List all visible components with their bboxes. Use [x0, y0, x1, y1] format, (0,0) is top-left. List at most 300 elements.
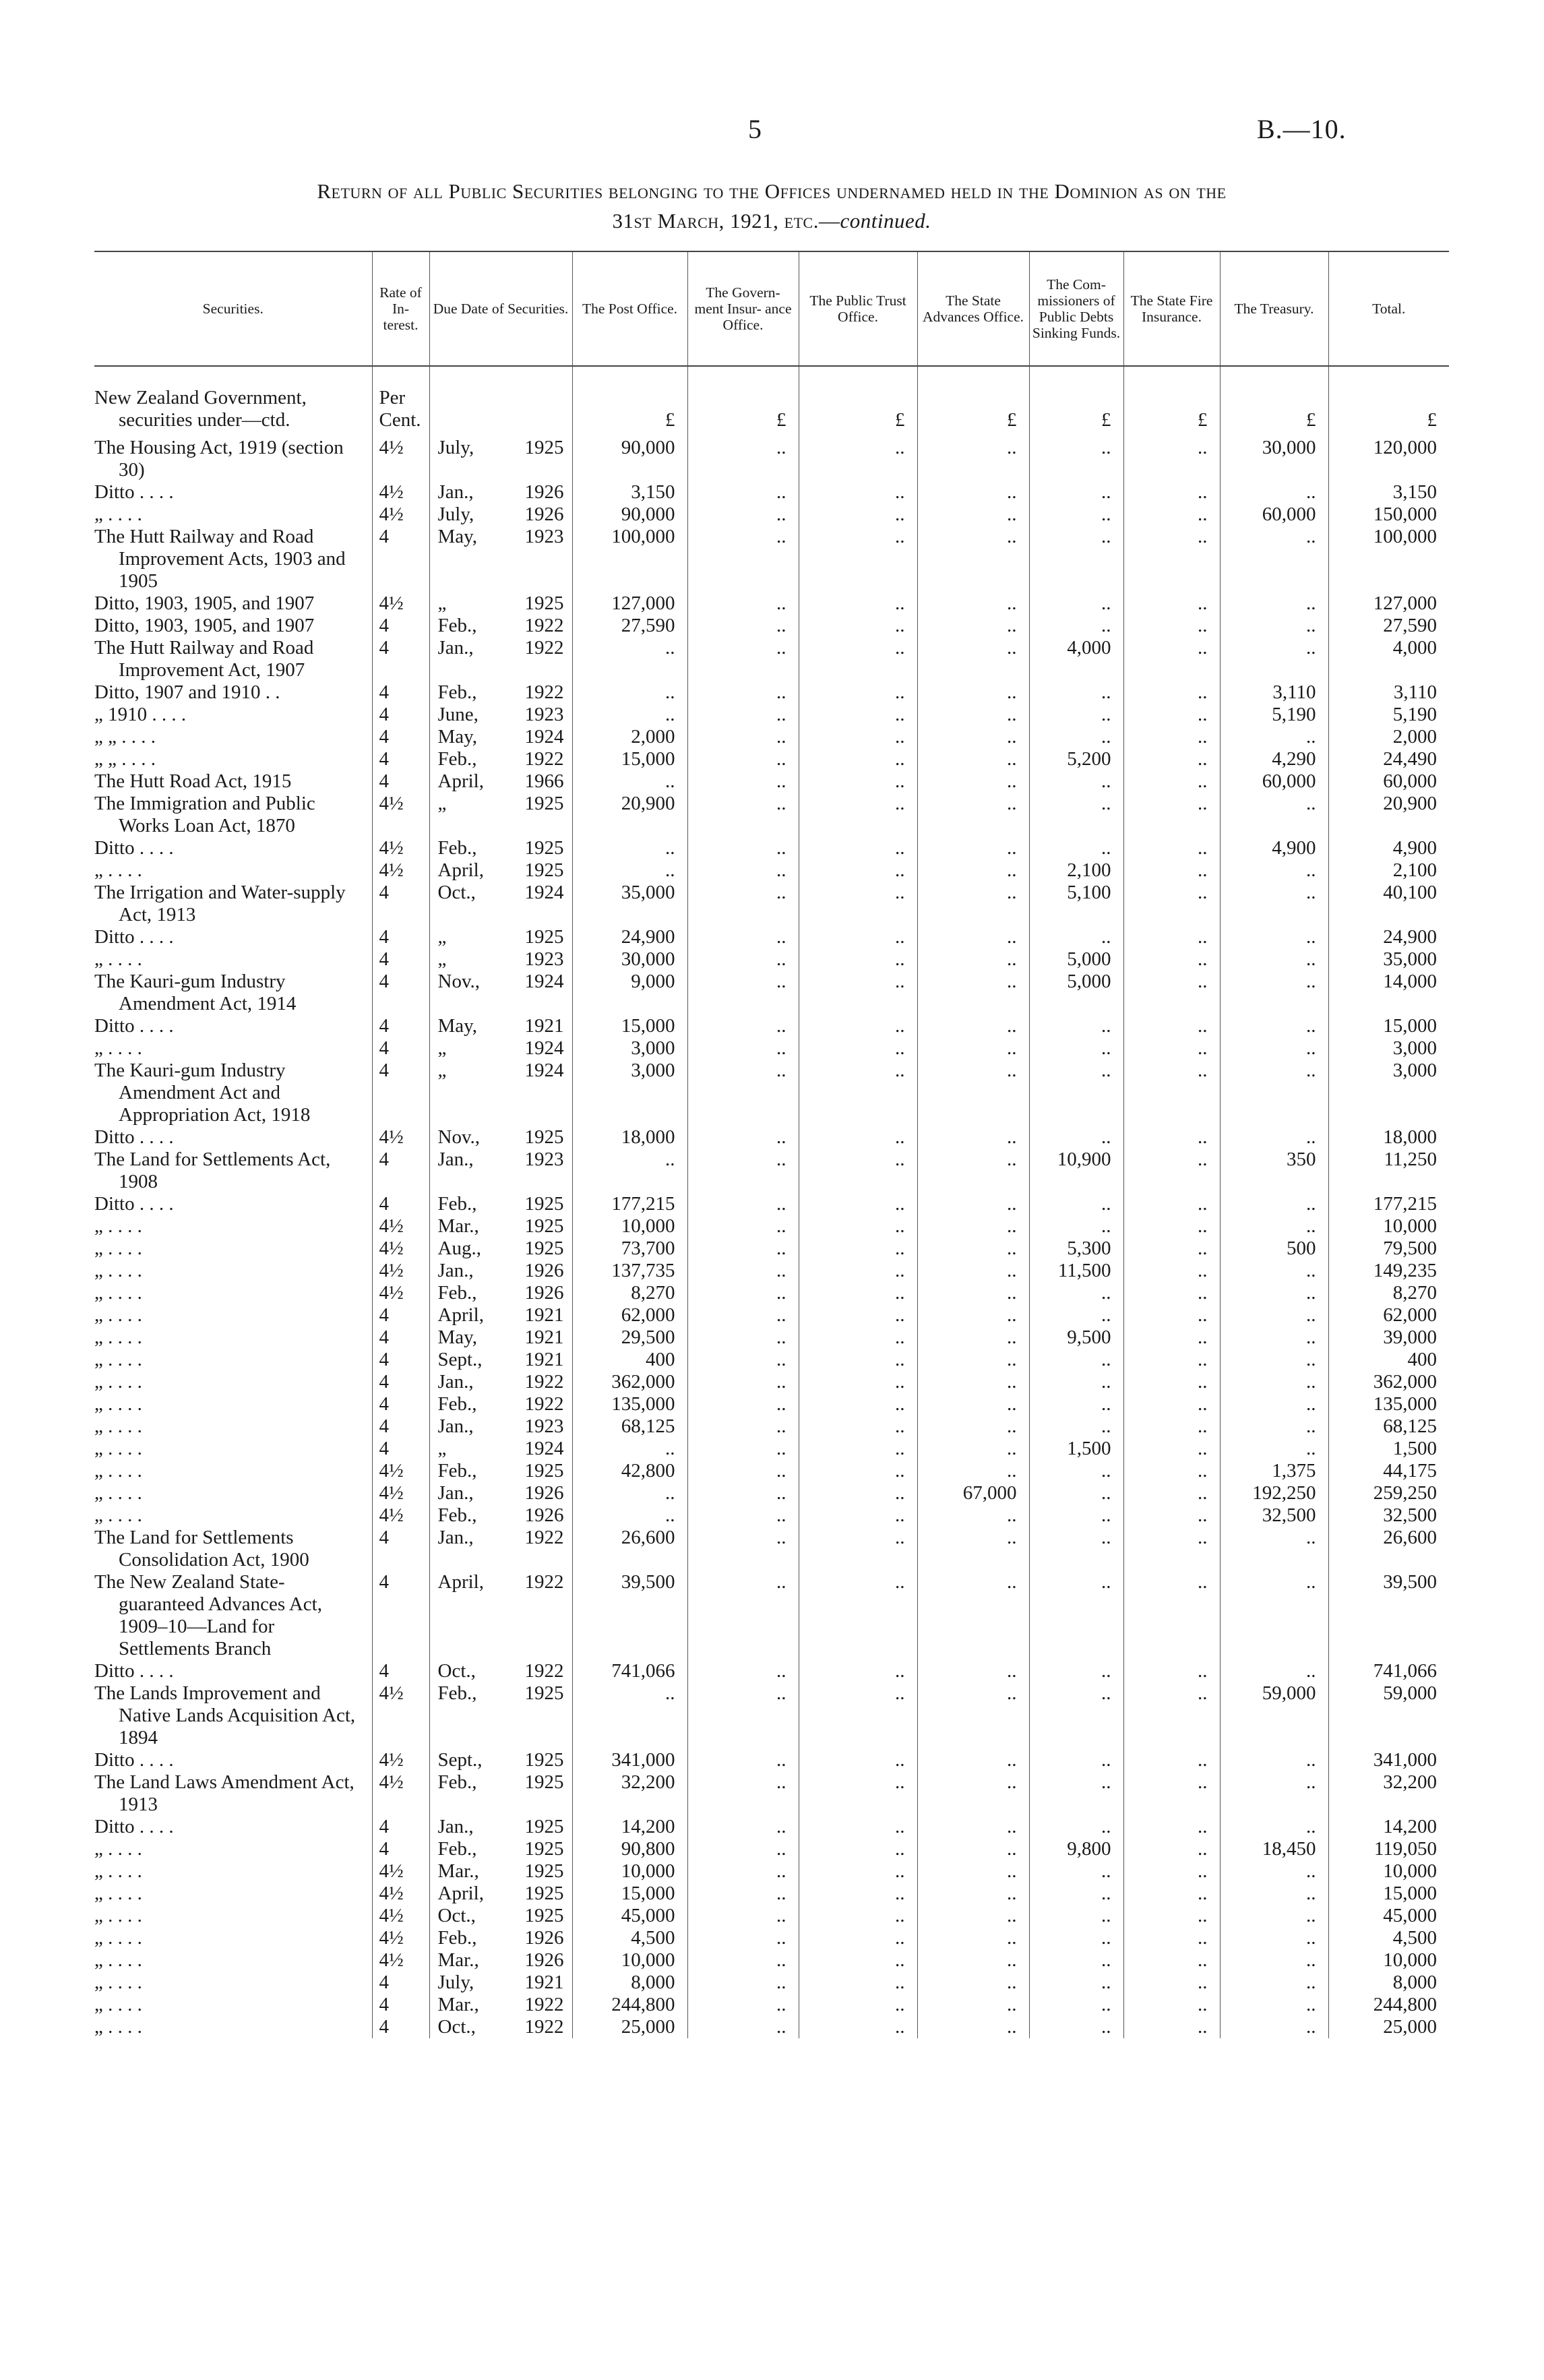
government-insurance-value: ..	[687, 1771, 799, 1816]
due-date	[429, 1927, 572, 1949]
sinking-funds-value: ..	[1029, 592, 1123, 615]
interest-rate: 4½	[372, 504, 429, 526]
treasury-value: ..	[1220, 1037, 1328, 1060]
public-trust-value: ..	[799, 837, 917, 859]
due-year: 1921	[524, 1326, 564, 1348]
public-trust-value: ..	[799, 681, 917, 704]
col-public-trust: The Public Trust Office.	[799, 251, 917, 366]
state-fire-insurance-value: ..	[1123, 726, 1220, 748]
due-year: 1923	[524, 704, 564, 725]
interest-rate: 4	[372, 1660, 429, 1682]
public-trust-value: ..	[799, 1037, 917, 1060]
total-value: 4,500	[1328, 1927, 1449, 1949]
table-row	[94, 1304, 1449, 1326]
state-fire-insurance-value: ..	[1123, 1571, 1220, 1660]
post-office-value: 137,735	[572, 1260, 687, 1282]
post-office-value: 3,000	[572, 1037, 687, 1060]
state-advances-value: ..	[917, 704, 1029, 726]
government-insurance-value: ..	[687, 681, 799, 704]
due-month: Feb.,	[437, 1838, 477, 1860]
treasury-value: ..	[1220, 592, 1328, 615]
due-year: 1966	[524, 770, 564, 792]
state-advances-value: ..	[917, 1504, 1029, 1527]
table-row	[94, 504, 1449, 526]
treasury-value: ..	[1220, 1415, 1328, 1438]
interest-rate: 4	[372, 948, 429, 971]
due-month: April,	[437, 859, 484, 881]
table-row	[94, 1460, 1449, 1482]
government-insurance-value: ..	[687, 504, 799, 526]
due-year: 1922	[524, 1393, 564, 1415]
post-office-value: 90,800	[572, 1838, 687, 1860]
security-name: „ . . . .	[94, 1393, 142, 1415]
security-name: Ditto . . . .	[94, 1660, 174, 1682]
interest-rate: 4	[372, 1994, 429, 2016]
table-row	[94, 1860, 1449, 1883]
table-row	[94, 1037, 1449, 1060]
sinking-funds-value: 4,000	[1029, 637, 1123, 681]
state-fire-insurance-value: ..	[1123, 793, 1220, 837]
rate-unit: Per Cent.	[372, 366, 429, 437]
sinking-funds-value: ..	[1029, 1994, 1123, 2016]
interest-rate: 4	[372, 1571, 429, 1660]
trust-unit: £	[799, 366, 917, 437]
post-office-value: 3,150	[572, 481, 687, 504]
due-year: 1924	[524, 971, 564, 992]
due-date	[429, 1438, 572, 1460]
table-row	[94, 1949, 1449, 1972]
government-insurance-value: ..	[687, 1037, 799, 1060]
sinking-funds-value: ..	[1029, 1749, 1123, 1771]
sinking-funds-value: ..	[1029, 1527, 1123, 1571]
due-month: „	[437, 1037, 447, 1059]
advances-unit: £	[917, 366, 1029, 437]
government-insurance-value: ..	[687, 1504, 799, 1527]
interest-rate: 4	[372, 1438, 429, 1460]
page-title	[94, 177, 1449, 236]
total-value: 5,190	[1328, 704, 1449, 726]
sinking-funds-value: ..	[1029, 615, 1123, 637]
government-insurance-value: ..	[687, 770, 799, 793]
sinking-funds-value: 10,900	[1029, 1149, 1123, 1193]
due-month: Feb.,	[437, 837, 477, 859]
state-advances-value: ..	[917, 2016, 1029, 2038]
total-value: 24,900	[1328, 926, 1449, 948]
units-row	[94, 366, 1449, 437]
due-date	[429, 1371, 572, 1393]
interest-rate: 4½	[372, 1905, 429, 1927]
interest-rate: 4	[372, 1371, 429, 1393]
post-office-value: 62,000	[572, 1304, 687, 1326]
table-row	[94, 948, 1449, 971]
security-name: The Land for Settlements Consolidation Act, 1900	[94, 1527, 309, 1570]
due-month: „	[437, 1060, 447, 1081]
total-value: 150,000	[1328, 504, 1449, 526]
treasury-value: ..	[1220, 615, 1328, 637]
post-office-value: ..	[572, 837, 687, 859]
state-fire-insurance-value: ..	[1123, 1816, 1220, 1838]
public-trust-value: ..	[799, 948, 917, 971]
table-row	[94, 681, 1449, 704]
security-name: Ditto . . . .	[94, 1015, 174, 1037]
government-insurance-value: ..	[687, 1193, 799, 1215]
public-trust-value: ..	[799, 637, 917, 681]
state-advances-value: ..	[917, 1749, 1029, 1771]
table-row	[94, 859, 1449, 882]
due-year: 1924	[524, 1438, 564, 1459]
government-insurance-value: ..	[687, 971, 799, 1015]
due-date	[429, 1060, 572, 1126]
state-fire-insurance-value: ..	[1123, 704, 1220, 726]
post-office-value: 8,000	[572, 1972, 687, 1994]
security-name: Ditto . . . .	[94, 837, 174, 859]
interest-rate: 4	[372, 1149, 429, 1193]
due-date	[429, 1838, 572, 1860]
total-value: 40,100	[1328, 882, 1449, 926]
treasury-value: ..	[1220, 882, 1328, 926]
table-row	[94, 1905, 1449, 1927]
security-name: The Hutt Railway and Road Improvement Acts, 1903 and 1905	[94, 526, 346, 592]
state-fire-insurance-value: ..	[1123, 926, 1220, 948]
government-insurance-value: ..	[687, 882, 799, 926]
interest-rate: 4½	[372, 437, 429, 481]
post-office-value: ..	[572, 859, 687, 882]
post-office-value: 15,000	[572, 1883, 687, 1905]
due-date	[429, 1972, 572, 1994]
security-name: Ditto, 1907 and 1910 . .	[94, 681, 280, 703]
due-date	[429, 1349, 572, 1371]
government-insurance-value: ..	[687, 859, 799, 882]
table-row	[94, 1415, 1449, 1438]
due-date	[429, 1660, 572, 1682]
table-row	[94, 592, 1449, 615]
due-date	[429, 681, 572, 704]
public-trust-value: ..	[799, 1860, 917, 1883]
due-year: 1924	[524, 1037, 564, 1059]
table-row	[94, 1326, 1449, 1349]
due-year: 1921	[524, 1015, 564, 1037]
table-row	[94, 1126, 1449, 1149]
interest-rate: 4½	[372, 1771, 429, 1816]
table-row	[94, 481, 1449, 504]
interest-rate: 4	[372, 1415, 429, 1438]
govins-unit: £	[687, 366, 799, 437]
treasury-value: ..	[1220, 481, 1328, 504]
total-value: 1,500	[1328, 1438, 1449, 1460]
interest-rate: 4	[372, 748, 429, 770]
post-office-value: ..	[572, 1438, 687, 1460]
post-office-value: 10,000	[572, 1860, 687, 1883]
interest-rate: 4½	[372, 837, 429, 859]
post-office-value: 15,000	[572, 1015, 687, 1037]
post-office-value: ..	[572, 1482, 687, 1504]
due-month: Feb.,	[437, 1504, 477, 1526]
public-trust-value: ..	[799, 1527, 917, 1571]
state-fire-insurance-value: ..	[1123, 1460, 1220, 1482]
col-post-office: The Post Office.	[572, 251, 687, 366]
due-date	[429, 726, 572, 748]
state-advances-value: ..	[917, 948, 1029, 971]
treasury-value: ..	[1220, 1438, 1328, 1460]
government-insurance-value: ..	[687, 1838, 799, 1860]
total-value: 244,800	[1328, 1994, 1449, 2016]
interest-rate: 4	[372, 1193, 429, 1215]
due-year: 1926	[524, 504, 564, 525]
security-name: „ . . . .	[94, 504, 142, 525]
table-row	[94, 1393, 1449, 1415]
total-value: 741,066	[1328, 1660, 1449, 1682]
due-year: 1925	[524, 1883, 564, 1904]
interest-rate: 4	[372, 1816, 429, 1838]
state-advances-value: ..	[917, 1415, 1029, 1438]
sinking-funds-value: ..	[1029, 704, 1123, 726]
state-advances-value: ..	[917, 1994, 1029, 2016]
government-insurance-value: ..	[687, 1660, 799, 1682]
public-trust-value: ..	[799, 1415, 917, 1438]
due-year: 1925	[524, 837, 564, 859]
state-fire-insurance-value: ..	[1123, 1482, 1220, 1504]
treasury-value: ..	[1220, 1126, 1328, 1149]
treasury-value: ..	[1220, 1260, 1328, 1282]
page-number: 5	[748, 114, 762, 144]
interest-rate: 4½	[372, 1949, 429, 1972]
table-row	[94, 1771, 1449, 1816]
state-advances-value: ..	[917, 1060, 1029, 1126]
public-trust-value: ..	[799, 1193, 917, 1215]
total-value: 100,000	[1328, 526, 1449, 592]
public-trust-value: ..	[799, 437, 917, 481]
treasury-value: ..	[1220, 1660, 1328, 1682]
state-advances-value: ..	[917, 1037, 1029, 1060]
state-fire-insurance-value: ..	[1123, 2016, 1220, 2038]
interest-rate: 4	[372, 1393, 429, 1415]
interest-rate: 4½	[372, 1215, 429, 1238]
due-date	[429, 1037, 572, 1060]
total-value: 259,250	[1328, 1482, 1449, 1504]
sinking-funds-value: ..	[1029, 1415, 1123, 1438]
sinking-funds-value: ..	[1029, 504, 1123, 526]
public-trust-value: ..	[799, 1682, 917, 1749]
table-row	[94, 1660, 1449, 1682]
total-value: 59,000	[1328, 1682, 1449, 1749]
due-month: Feb.,	[437, 1771, 477, 1793]
title-line-1: Return of all Public Securities belonging to the Offices undernamed held in the Dominion as on the	[317, 179, 1227, 203]
due-month: Jan.,	[437, 1260, 474, 1281]
government-insurance-value: ..	[687, 1015, 799, 1037]
government-insurance-value: ..	[687, 1682, 799, 1749]
interest-rate: 4	[372, 1349, 429, 1371]
sinking-funds-value: 1,500	[1029, 1438, 1123, 1460]
due-date	[429, 1771, 572, 1816]
total-value: 8,000	[1328, 1972, 1449, 1994]
state-fire-insurance-value: ..	[1123, 1349, 1220, 1371]
due-month: May,	[437, 1015, 478, 1037]
post-office-value: 15,000	[572, 748, 687, 770]
due-year: 1925	[524, 1771, 564, 1793]
sinking-funds-value: ..	[1029, 1393, 1123, 1415]
treasury-value: 60,000	[1220, 770, 1328, 793]
security-name: Ditto . . . .	[94, 1749, 174, 1771]
treasury-value: ..	[1220, 793, 1328, 837]
government-insurance-value: ..	[687, 704, 799, 726]
government-insurance-value: ..	[687, 1349, 799, 1371]
treasury-value: ..	[1220, 1816, 1328, 1838]
sinking-funds-value: ..	[1029, 1860, 1123, 1883]
total-value: 135,000	[1328, 1393, 1449, 1415]
due-month: Jan.,	[437, 1149, 474, 1170]
interest-rate: 4	[372, 1972, 429, 1994]
public-trust-value: ..	[799, 1149, 917, 1193]
sinking-funds-value: ..	[1029, 2016, 1123, 2038]
security-name: „ . . . .	[94, 948, 142, 970]
total-value: 24,490	[1328, 748, 1449, 770]
total-value: 400	[1328, 1349, 1449, 1371]
col-securities: Securities.	[94, 251, 372, 366]
government-insurance-value: ..	[687, 1927, 799, 1949]
due-year: 1925	[524, 1905, 564, 1926]
public-trust-value: ..	[799, 882, 917, 926]
treasury-value: ..	[1220, 948, 1328, 971]
due-month: Jan.,	[437, 1371, 474, 1393]
treasury-value: ..	[1220, 1282, 1328, 1304]
security-name: „ . . . .	[94, 1304, 142, 1326]
due-month: „	[437, 592, 447, 614]
treasury-value: 3,110	[1220, 681, 1328, 704]
due-month: Jan.,	[437, 1482, 474, 1504]
table-row	[94, 882, 1449, 926]
due-month: April,	[437, 1304, 484, 1326]
post-office-value: 244,800	[572, 1994, 687, 2016]
government-insurance-value: ..	[687, 1060, 799, 1126]
post-office-value: 127,000	[572, 592, 687, 615]
due-month: May,	[437, 526, 478, 547]
col-due-date: Due Date of Securities.	[429, 251, 572, 366]
sinking-funds-value: ..	[1029, 1883, 1123, 1905]
state-fire-insurance-value: ..	[1123, 504, 1220, 526]
due-month: Jan.,	[437, 1816, 474, 1837]
due-date	[429, 1193, 572, 1215]
sinking-funds-value: ..	[1029, 1972, 1123, 1994]
interest-rate: 4	[372, 1060, 429, 1126]
due-date	[429, 1238, 572, 1260]
interest-rate: 4½	[372, 1260, 429, 1282]
state-fire-insurance-value: ..	[1123, 637, 1220, 681]
due-year: 1926	[524, 1482, 564, 1504]
treasury-value: ..	[1220, 1060, 1328, 1126]
treasury-value: ..	[1220, 1972, 1328, 1994]
state-advances-value: ..	[917, 1015, 1029, 1037]
total-value: 14,000	[1328, 971, 1449, 1015]
due-year: 1924	[524, 882, 564, 903]
state-fire-insurance-value: ..	[1123, 770, 1220, 793]
state-advances-value: ..	[917, 971, 1029, 1015]
due-year: 1925	[524, 1193, 564, 1215]
public-trust-value: ..	[799, 1749, 917, 1771]
government-insurance-value: ..	[687, 1883, 799, 1905]
state-fire-insurance-value: ..	[1123, 1260, 1220, 1282]
state-advances-value: ..	[917, 681, 1029, 704]
state-fire-insurance-value: ..	[1123, 1860, 1220, 1883]
state-fire-insurance-value: ..	[1123, 1326, 1220, 1349]
interest-rate: 4	[372, 770, 429, 793]
treasury-value: ..	[1220, 1215, 1328, 1238]
treasury-value: ..	[1220, 1393, 1328, 1415]
post-office-value: 20,900	[572, 793, 687, 837]
due-month: Jan.,	[437, 637, 474, 659]
due-month: Mar.,	[437, 1994, 479, 2015]
total-value: 127,000	[1328, 592, 1449, 615]
due-month: July,	[437, 504, 474, 525]
state-fire-insurance-value: ..	[1123, 1927, 1220, 1949]
due-year: 1925	[524, 859, 564, 881]
due-month: Aug.,	[437, 1238, 481, 1259]
due-month: Jan.,	[437, 481, 474, 503]
due-month: Oct.,	[437, 2016, 476, 2038]
security-name: Ditto . . . .	[94, 481, 174, 503]
due-date	[429, 1282, 572, 1304]
government-insurance-value: ..	[687, 793, 799, 837]
security-name: The Lands Improvement and Native Lands Acquisition Act, 1894	[94, 1682, 356, 1748]
post-office-value: 362,000	[572, 1371, 687, 1393]
treasury-value: ..	[1220, 1994, 1328, 2016]
public-trust-value: ..	[799, 1771, 917, 1816]
due-month: Oct.,	[437, 882, 476, 903]
interest-rate: 4½	[372, 592, 429, 615]
state-fire-insurance-value: ..	[1123, 1994, 1220, 2016]
table-row	[94, 704, 1449, 726]
public-trust-value: ..	[799, 1883, 917, 1905]
security-name: „ . . . .	[94, 1504, 142, 1526]
public-trust-value: ..	[799, 971, 917, 1015]
due-month: Feb.,	[437, 1927, 477, 1949]
post-office-value: 9,000	[572, 971, 687, 1015]
government-insurance-value: ..	[687, 1482, 799, 1504]
post-office-value: 10,000	[572, 1215, 687, 1238]
treasury-value: ..	[1220, 926, 1328, 948]
post-office-value: ..	[572, 637, 687, 681]
due-date	[429, 1749, 572, 1771]
public-trust-value: ..	[799, 1660, 917, 1682]
government-insurance-value: ..	[687, 1238, 799, 1260]
due-month: April,	[437, 1883, 484, 1904]
due-date	[429, 1215, 572, 1238]
total-value: 3,110	[1328, 681, 1449, 704]
due-year: 1925	[524, 1215, 564, 1237]
state-advances-value: ..	[917, 637, 1029, 681]
table-row	[94, 1816, 1449, 1838]
due-date	[429, 1460, 572, 1482]
table-row	[94, 1682, 1449, 1749]
due-month: „	[437, 793, 447, 814]
due-date	[429, 1482, 572, 1504]
state-fire-insurance-value: ..	[1123, 1504, 1220, 1527]
post-office-value: 100,000	[572, 526, 687, 592]
state-fire-insurance-value: ..	[1123, 1749, 1220, 1771]
government-insurance-value: ..	[687, 1282, 799, 1304]
interest-rate: 4½	[372, 1682, 429, 1749]
public-trust-value: ..	[799, 1371, 917, 1393]
state-fire-insurance-value: ..	[1123, 882, 1220, 926]
due-month: „	[437, 1438, 447, 1459]
total-value: 10,000	[1328, 1949, 1449, 1972]
table-row	[94, 971, 1449, 1015]
state-advances-value: ..	[917, 1349, 1029, 1371]
sinking-funds-value: 2,100	[1029, 859, 1123, 882]
due-month: Feb.,	[437, 681, 477, 703]
total-value: 15,000	[1328, 1883, 1449, 1905]
post-office-value: 42,800	[572, 1460, 687, 1482]
due-year: 1925	[524, 1238, 564, 1259]
